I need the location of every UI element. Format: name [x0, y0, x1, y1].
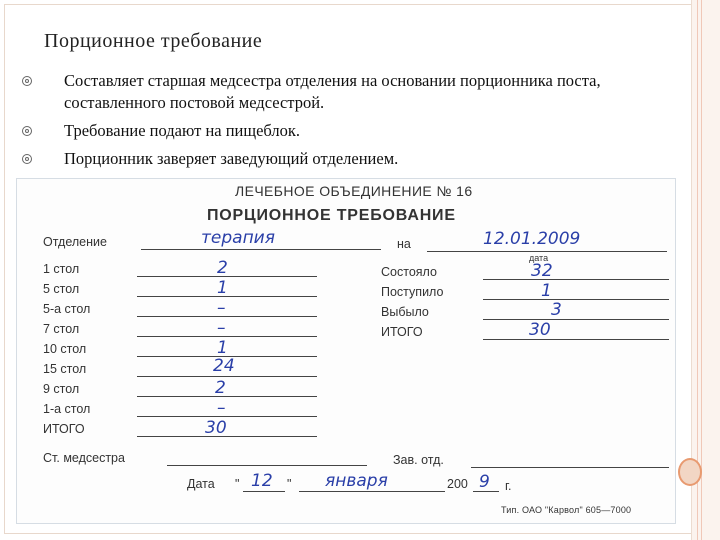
printer-note: Тип. ОАО "Карвол" 605—7000: [501, 505, 632, 515]
right-row-value: 3: [551, 300, 562, 320]
row-value: –: [217, 318, 226, 338]
bullet-item: [22, 120, 672, 142]
row-label: 5-а стол: [43, 302, 91, 316]
decor-line: [697, 0, 698, 540]
row-line: [137, 316, 317, 317]
date-label: Дата: [187, 477, 215, 491]
bullet-icon: [22, 126, 32, 136]
bullet-icon: [22, 154, 32, 164]
row-label: 1-а стол: [43, 402, 91, 416]
decor-line: [701, 0, 702, 540]
row-label: 9 стол: [43, 382, 80, 396]
row-line: [137, 336, 317, 337]
year-suffix: г.: [505, 479, 512, 493]
row-label: 10 стол: [43, 342, 87, 356]
row-line: [137, 436, 317, 437]
row-value: –: [217, 398, 226, 418]
day-line: [243, 491, 285, 492]
right-row-label: Поступило: [381, 285, 444, 299]
head-nurse-label: Ст. медсестра: [43, 451, 125, 465]
right-row-label: Состояло: [381, 265, 437, 279]
date-line: [427, 251, 667, 252]
head-nurse-line: [167, 465, 367, 466]
row-value: 2: [215, 378, 226, 398]
row-label: 7 стол: [43, 322, 80, 336]
head-dept-line: [471, 467, 669, 468]
bullet-item: [22, 70, 672, 114]
row-label: ИТОГО: [43, 422, 85, 436]
year-value: 9: [479, 472, 490, 492]
date-sublabel: дата: [529, 253, 549, 263]
department-line: [141, 249, 381, 250]
bullet-list: [22, 70, 672, 176]
row-value: 2: [217, 258, 228, 278]
date-value: 12.01.2009: [483, 229, 581, 249]
right-row-value: 30: [529, 320, 551, 340]
row-label: 15 стол: [43, 362, 87, 376]
row-label: 1 стол: [43, 262, 80, 276]
right-row-line: [483, 319, 669, 320]
slide-title: Порционное требование: [44, 30, 263, 52]
row-value: –: [217, 298, 226, 318]
row-value: 1: [217, 278, 228, 298]
row-label: 5 стол: [43, 282, 80, 296]
row-line: [137, 376, 317, 377]
decor-circle: [678, 458, 702, 486]
month-value: января: [325, 471, 388, 491]
quote-close: ": [287, 477, 292, 491]
right-row-label: Выбыло: [381, 305, 429, 319]
bullet-item: [22, 148, 672, 170]
row-line: [137, 396, 317, 397]
bullet-text: Порционник заверяет заведующий отделением.: [64, 149, 399, 168]
form-org: ЛЕЧЕБНОЕ ОБЪЕДИНЕНИЕ № 16: [235, 183, 473, 199]
bullet-icon: [22, 76, 32, 86]
day-value: 12: [251, 471, 273, 491]
right-row-line: [483, 299, 669, 300]
right-row-line: [483, 279, 669, 280]
na-label: на: [397, 237, 411, 251]
row-value: 24: [213, 356, 235, 376]
year-prefix: 200: [447, 477, 468, 491]
right-row-label: ИТОГО: [381, 325, 423, 339]
right-row-line: [483, 339, 669, 340]
row-line: [137, 416, 317, 417]
quote-open: ": [235, 477, 240, 491]
right-row-value: 1: [541, 281, 552, 301]
head-dept-label: Зав. отд.: [393, 453, 444, 467]
department-value: терапия: [201, 228, 275, 248]
row-value: 30: [205, 418, 227, 438]
row-value: 1: [217, 338, 228, 358]
department-label: Отделение: [43, 235, 107, 249]
bullet-text: Составляет старшая медсестра отделения на основании порционника поста, составленного постовой медсестрой.: [64, 71, 601, 112]
right-row-value: 32: [531, 261, 553, 281]
bullet-text: Требование подают на пищеблок.: [64, 121, 301, 140]
requisition-form-image: [16, 178, 676, 524]
form-title: ПОРЦИОННОЕ ТРЕБОВАНИЕ: [207, 207, 456, 224]
month-line: [299, 491, 445, 492]
